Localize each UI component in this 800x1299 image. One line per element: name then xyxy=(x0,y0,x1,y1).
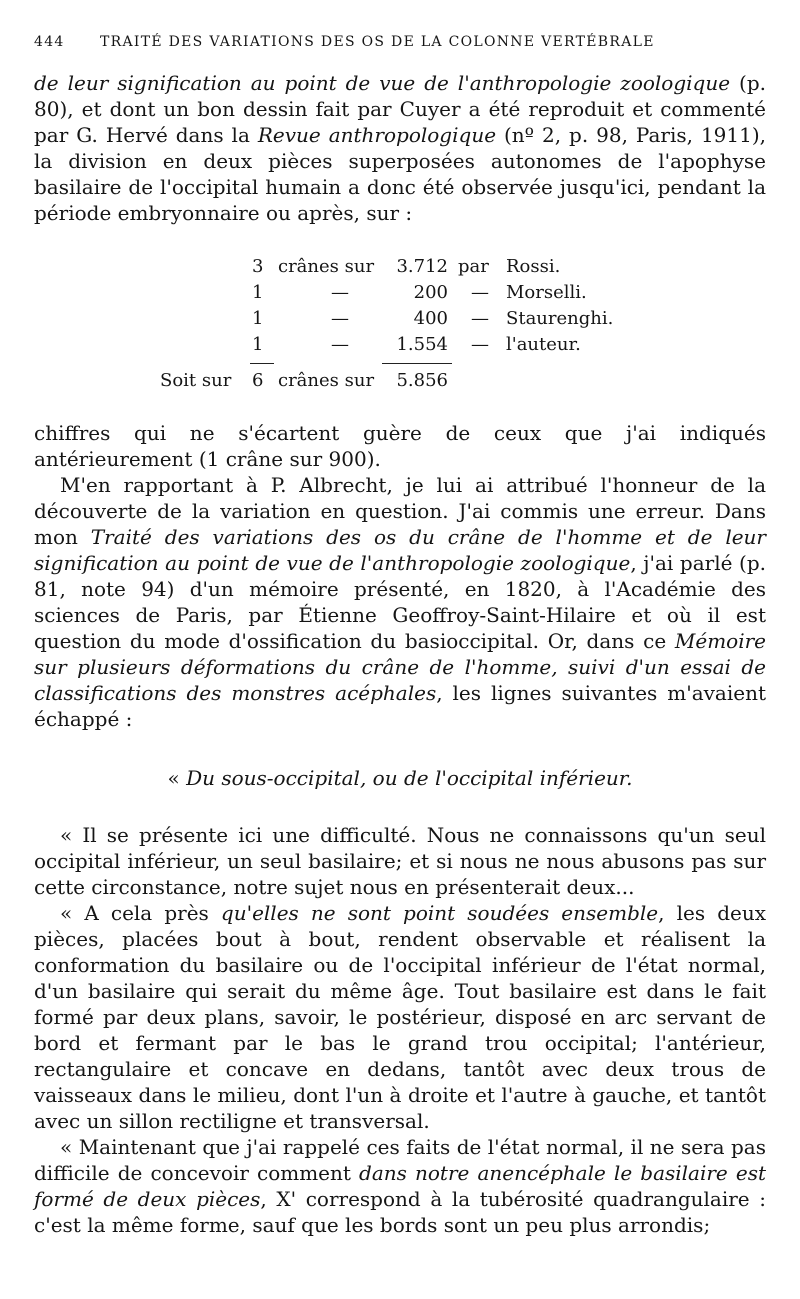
page-header xyxy=(34,34,770,56)
memoir-title: Mémoire sur plusieurs déformations du crâne de l'homme, suivi d'un essai de classifications des monstres acéphales xyxy=(34,629,766,705)
quote-paragraph: « Il se présente ici une difficulté. Nous ne connaissons qu'un seul occipital inférieur, un seul basilaire; et si nous ne nous abusons pas sur cette circonstance, notre sujet nous en présenterait deux... xyxy=(34,823,766,899)
skull-count-table xyxy=(160,256,640,396)
paragraph-albrecht: M'en rapportant à P. Albrecht, je lui ai attribué l'honneur de la découverte de la variation en question. J'ai commis une erreur. Dans mon Traité des variations des os du crâne de l'homme et de leur signification au point de vue de l'anthropologie zoologique, j'ai parlé (p. 81, note 94) d'un mémoire présenté, en 1820, à l'Académie des sciences de Paris, par Étienne Geoffroy-Saint-Hilaire et où il est question du mode d'ossification du basioccipital. Or, dans ce Mémoire sur plusieurs déformations du crâne de l'homme, suivi d'un essai de classifications des monstres acéphales, les lignes suivantes m'avaient échappé : xyxy=(34,473,767,731)
table-row: 1 — 200 — Morselli. xyxy=(252,282,587,303)
paragraph-intro: de leur signification au point de vue de l'anthropologie zoologique (p. 80), et dont un bon dessin fait par Cuyer a été reproduit et commenté par G. Hervé dans la Revue anthropologique (nº 2, p. 98, Paris, 1911), la division en deux pièces superposées autonomes de l'apophyse basilaire de l'occipital humain a donc été observée jusqu'ici, pendant la période embryonnaire ou après, sur : xyxy=(34,71,767,225)
page-number: 444 xyxy=(34,34,65,50)
quote-paragraph: « A cela près qu'elles ne sont point soudées ensemble, les deux pièces, placées bout à bout, rendent observable et réalisent la conformation du basilaire ou de l'occipital inférieur de l'état normal, d'un basilaire qui serait du même âge. Tout basilaire est dans le fait formé par deux plans, savoir, le postérieur, disposé en arc servant de bord et fermant par le bas le grand trou occipital; l'antérieur, rectangulaire et concave en dedans, tantôt avec deux trous de vaisseaux dans le milieu, dont l'un à droite et l'autre à gauche, et tantôt avec un sillon rectiligne et transversal. xyxy=(34,901,766,1133)
journal-title: Revue anthropologique xyxy=(257,123,497,147)
table-row: 1 — 1.554 — l'auteur. xyxy=(252,334,581,355)
table-row: 1 — 400 — Staurenghi. xyxy=(252,308,614,329)
table-total-row: Soit sur 6 crânes sur 5.856 xyxy=(160,370,448,391)
quote-paragraph: « Maintenant que j'ai rappelé ces faits de l'état normal, il ne sera pas difficile de concevoir comment dans notre anencéphale le basilaire est formé de deux pièces, X' correspond à la tubérosité quadrangulaire : c'est la même forme, sauf que les bords sont un peu plus arrondis; xyxy=(34,1135,766,1237)
table-row: 3 crânes sur 3.712 par Rossi. xyxy=(252,256,561,277)
running-title: TRAITÉ DES VARIATIONS DES OS DE LA COLONNE VERTÉBRALE xyxy=(100,34,655,50)
italic-title-ref: de leur signification au point de vue de l'anthropologie zoologique xyxy=(34,71,731,95)
quoted-section-heading: « Du sous-occipital, ou de l'occipital inférieur. xyxy=(167,766,633,790)
sum-rule-count xyxy=(250,363,274,364)
paragraph-figures: chiffres qui ne s'écartent guère de ceux que j'ai indiqués antérieurement (1 crâne sur 900). xyxy=(34,421,766,471)
quotation xyxy=(34,822,766,1238)
sum-rule-value xyxy=(382,363,452,364)
treatise-title: Traité des variations des os du crâne de l'homme et de leur signification au point de vue de l'anthropologie zoologique xyxy=(34,525,766,575)
